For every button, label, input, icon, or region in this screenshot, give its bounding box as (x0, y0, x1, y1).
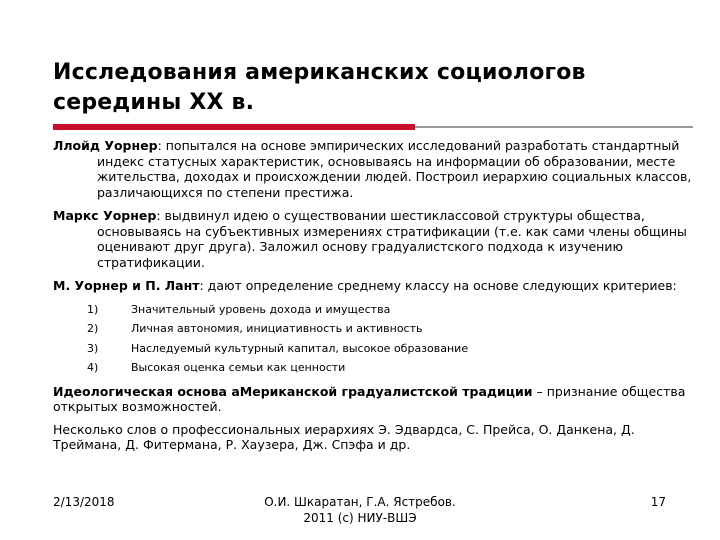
criteria-list (53, 300, 693, 378)
footer-authors-line1: О.И. Шкаратан, Г.А. Ястребов. (264, 495, 456, 509)
list-number: 4) (87, 361, 99, 374)
list-item (53, 319, 693, 339)
paragraph-warner-lant (53, 278, 693, 294)
person-name: М. Уорнер и П. Лант (53, 278, 200, 293)
list-number: 3) (87, 341, 99, 355)
slide-body (53, 138, 693, 460)
list-number: 1) (87, 302, 99, 316)
paragraph-ideology (53, 384, 693, 415)
paragraph-text: : выдвинул идею о существовании шестиклассовой структуры общества, основываясь на субъективных измерениях стратификации (т.е. как сами члены общины оценивают друг друга). Заложил основу градуалистского подхода к изучению стратификации. (97, 208, 687, 270)
list-item (53, 339, 693, 359)
paragraph-professional-hierarchies: Несколько слов о профессиональных иерархиях Э. Эдвардса, С. Прейса, О. Данкена, Д. Треймана, Д. Фитермана, Р. Хаузера, Дж. Спэфа и др. (53, 421, 635, 452)
person-name: Маркс Уорнер (53, 208, 157, 223)
slide-title: Исследования американских социологов середины XX в. (53, 60, 586, 115)
list-text: Значительный уровень дохода и имущества (131, 302, 391, 316)
list-text: Высокая оценка семьи как ценности (131, 361, 346, 374)
person-name: Ллойд Уорнер (53, 138, 158, 153)
paragraph-lloyd-warner (53, 138, 693, 200)
page-number: 17 (650, 495, 666, 509)
paragraph-text: : дают определение среднему классу на основе следующих критериев: (199, 278, 677, 293)
footer-authors (230, 494, 490, 526)
footer-date: 2/13/2018 (53, 495, 115, 509)
paragraph-marks-warner (53, 208, 693, 270)
list-item (53, 358, 693, 378)
list-text: Наследуемый культурный капитал, высокое образование (131, 341, 469, 355)
footer-authors-line2: 2011 (c) НИУ-ВШЭ (303, 511, 417, 525)
list-item (53, 300, 693, 320)
title-accent-bar (53, 124, 415, 130)
paragraph-text: : попытался на основе эмпирических исследований разработать стандартный индекс статусных характеристик, основываясь на информации об образовании, месте жительства, доходах и происхождении людей. Построил иерархию социальных классов, различающихся по степени престижа. (97, 138, 692, 200)
paragraph-text: – признание общества открытых возможностей. (53, 383, 686, 414)
list-number: 2) (87, 322, 99, 335)
bold-phrase: Идеологическая основа аМериканской градуалистской традиции (53, 383, 533, 399)
list-text: Личная автономия, инициативность и активность (131, 322, 423, 335)
